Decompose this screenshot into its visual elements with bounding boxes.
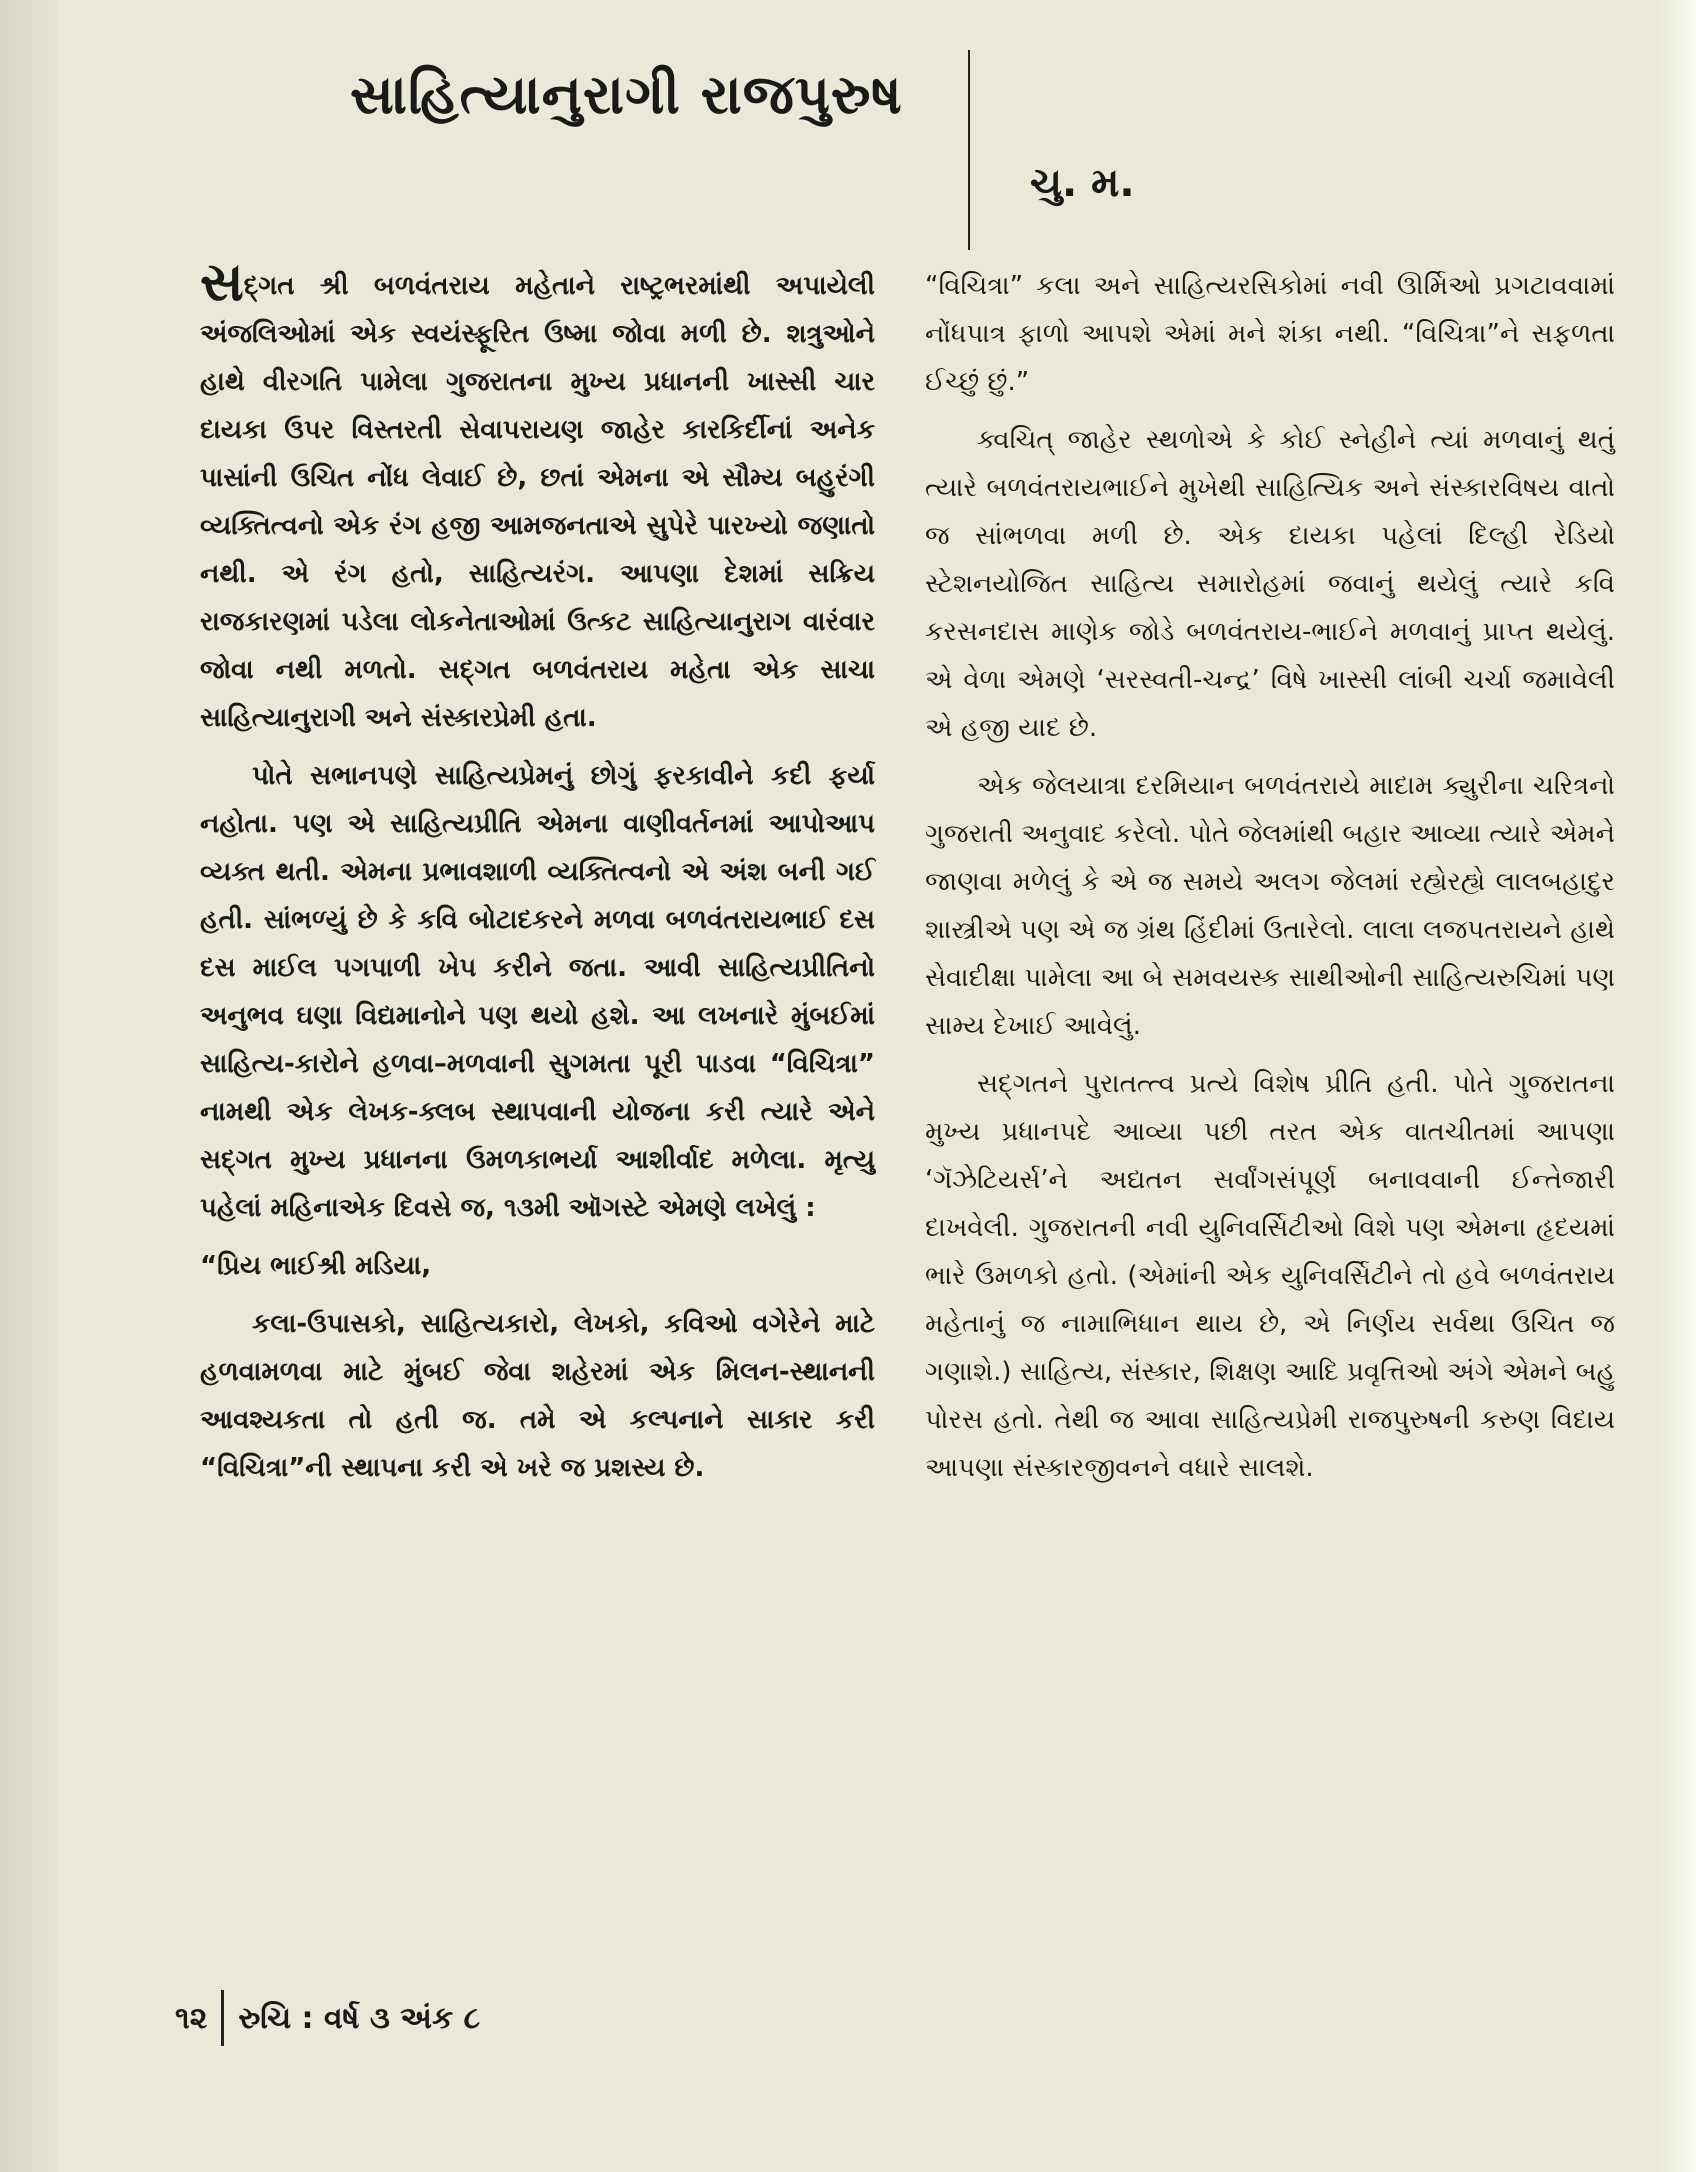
right-column: [925, 262, 1615, 1502]
page-edge: [1656, 0, 1696, 2172]
left-column: [200, 250, 875, 1502]
paragraph-1-text: દ્ગત શ્રી બળવંતરાય મહેતાને રાષ્ટ્રભરમાંથી અપાયેલી અંજલિઓમાં એક સ્વયંસ્ફૂરિત ઉષ્મા જોવા મળી છે. શત્રુઓને હાથે વીરગતિ પામેલા ગુજરાતના મુખ્ય પ્રધાનની ખાસ્સી ચાર દાયકા ઉપર વિસ્તરતી સેવાપરાયણ જાહેર કારકિર્દીનાં અનેક પાસાંની ઉચિત નોંધ લેવાઈ છે, છતાં એમના એ સૌમ્ય બહુરંગી વ્યક્તિત્વનો એક રંગ હજી આમજનતાએ સુપેરે પારખ્યો જણાતો નથી. એ રંગ હતો, સાહિત્યરંગ. આપણા દેશમાં સક્રિય રાજકારણમાં પડેલા લોકનેતાઓમાં ઉત્કટ સાહિત્યાનુરાગ વારંવાર જોવા નથી મળતો. સદ્ગત બળવંતરાય મહેતા એક સાચા સાહિત્યાનુરાગી અને સંસ્કારપ્રેમી હતા.: [200, 271, 875, 733]
page-binding-shadow: [0, 0, 58, 2172]
paragraph-4: એક જેલયાત્રા દરમિયાન બળવંતરાયે માદામ ક્યુરીના ચરિત્રનો ગુજરાતી અનુવાદ કરેલો. પોતે જેલમાંથી બહાર આવ્યા ત્યારે એમને જાણવા મળેલું કે એ જ સમયે અલગ જેલમાં રહ્યેરહ્યે લાલબહાદુર શાસ્ત્રીએ પણ એ જ ગ્રંથ હિંદીમાં ઉતારેલો. લાલા લજપતરાયને હાથે સેવાદીક્ષા પામેલા આ બે સમવયસ્ક સાથીઓની સાહિત્યરુચિમાં પણ સામ્ય દેખાઈ આવેલું.: [925, 771, 1615, 1041]
page-footer: [175, 1990, 480, 2046]
paragraph-5: સદ્ગતને પુરાતત્ત્વ પ્રત્યે વિશેષ પ્રીતિ હતી. પોતે ગુજરાતના મુખ્ય પ્રધાનપદે આવ્યા પછી તરત એક વાતચીતમાં આપણા ‘ગૅઝેટિયર્સ’ને અદ્યતન સર્વાંગસંપૂર્ણ બનાવવાની ઈન્તેજારી દાખવેલી. ગુજરાતની નવી યુનિવર્સિટીઓ વિશે પણ એમના હૃદયમાં ભારે ઉમળકો હતો. (એમાંની એક યુનિવર્સિટીને તો હવે બળવંતરાય મહેતાનું જ નામાભિધાન થાય છે, એ નિર્ણય સર્વથા ઉચિત જ ગણાશે.) સાહિત્ય, સંસ્કાર, શિક્ષણ આદિ પ્રવૃત્તિઓ અંગે એમને બહુ પોરસ હતો. તેથી જ આવા સાહિત્યપ્રેમી રાજપુરુષની કરુણ વિદાય આપણા સંસ્કારજીવનને વધારે સાલશે.: [925, 1069, 1615, 1483]
letter-salutation: “પ્રિય ભાઈશ્રી મડિયા,: [200, 1251, 432, 1281]
page-number: ૧૨: [175, 2000, 208, 2036]
article-author: ચુ. મ.: [1030, 160, 1135, 206]
drop-cap: સ: [200, 250, 244, 313]
footer-divider: [221, 1990, 224, 2046]
paragraph-3: ક્વચિત્ જાહેર સ્થળોએ કે કોઈ સ્નેહીને ત્યાં મળવાનું થતું ત્યારે બળવંતરાયભાઈને મુખેથી સાહિત્યિક અને સંસ્કારવિષય વાતો જ સાંભળવા મળી છે. એક દાયકા પહેલાં દિલ્હી રેડિયો સ્ટેશનયોજિત સાહિત્ય સમારોહમાં જવાનું થયેલું ત્યારે કવિ કરસનદાસ માણેક જોડે બળવંતરાય-ભાઈને મળવાનું પ્રાપ્ત થયેલું. એ વેળા એમણે ‘સરસ્વતી-ચન્દ્ર’ વિષે ખાસ્સી લાંબી ચર્ચા જમાવેલી એ હજી યાદ છે.: [925, 425, 1615, 743]
issue-info: રુચિ : વર્ષ ૩ અંક ૮: [238, 2000, 481, 2036]
title-divider: [968, 50, 970, 250]
letter-closing: “વિચિત્રા” કલા અને સાહિત્યરસિકોમાં નવી ઊર્મિઓ પ્રગટાવવામાં નોંધપાત્ર ફાળો આપશે એમાં મને શંકા નથી. “વિચિત્રા”ને સફળતા ઈચ્છું છું.”: [925, 271, 1615, 397]
article-title: સાહિત્યાનુરાગી રાજપુરુષ: [350, 63, 903, 126]
letter-body: કલા-ઉપાસકો, સાહિત્યકારો, લેખકો, કવિઓ વગેરેને માટે હળવામળવા માટે મુંબઈ જેવા શહેરમાં એક મિલન-સ્થાનની આવશ્યકતા તો હતી જ. તમે એ કલ્પનાને સાકાર કરી “વિચિત્રા”ની સ્થાપના કરી એ ખરે જ પ્રશસ્ય છે.: [200, 1309, 875, 1483]
paragraph-2: પોતે સભાનપણે સાહિત્યપ્રેમનું છોગું ફરકાવીને કદી ફર્યા નહોતા. પણ એ સાહિત્યપ્રીતિ એમના વાણીવર્તનમાં આપોઆપ વ્યક્ત થતી. એમના પ્રભાવશાળી વ્યક્તિત્વનો એ અંશ બની ગઈ હતી. સાંભળ્યું છે કે કવિ બોટાદકરને મળવા બળવંતરાયભાઈ દસ દસ માઈલ પગપાળી ખેપ કરીને જતા. આવી સાહિત્યપ્રીતિનો અનુભવ ઘણા વિદ્યમાનોને પણ થયો હશે. આ લખનારે મુંબઈમાં સાહિત્ય-કારોને હળવા–મળવાની સુગમતા પૂરી પાડવા “વિચિત્રા” નામથી એક લેખક-ક્લબ સ્થાપવાની યોજના કરી ત્યારે એને સદ્ગત મુખ્ય પ્રધાનના ઉમળકાભર્યા આશીર્વાદ મળેલા. મૃત્યુ પહેલાં મહિનાએક દિવસે જ, ૧૩મી ઑગસ્ટે એમણે લખેલું :: [200, 761, 875, 1223]
paragraph-1: [200, 250, 875, 742]
